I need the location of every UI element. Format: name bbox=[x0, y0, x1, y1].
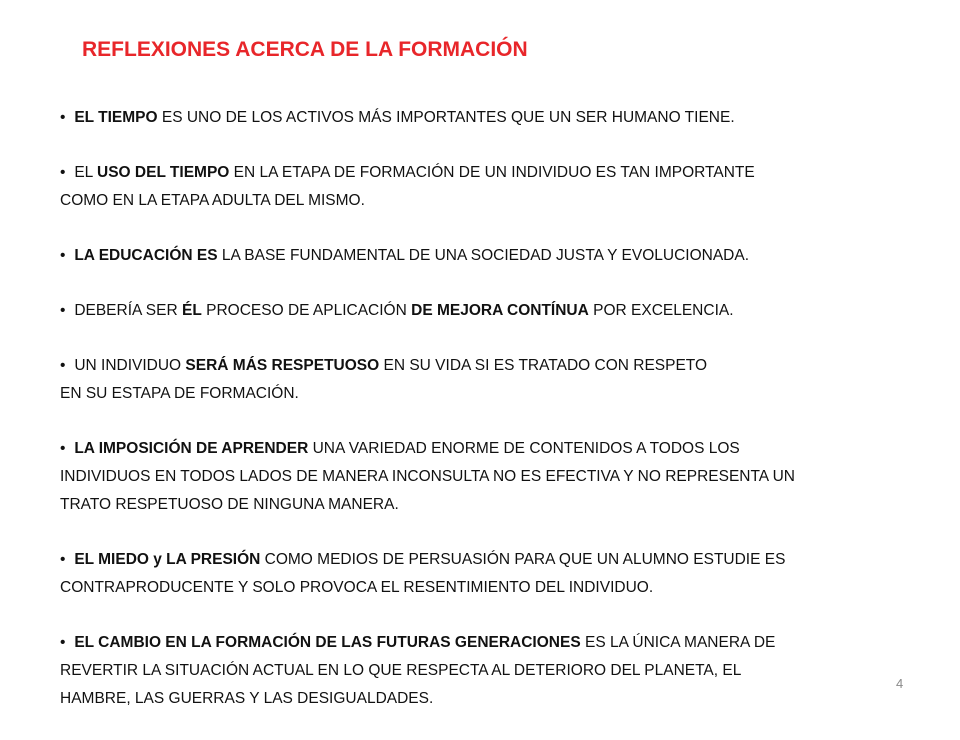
bullet-line bbox=[60, 242, 920, 270]
text: EN SU VIDA SI ES TRATADO CON RESPETO bbox=[379, 357, 708, 374]
bold-text: SERÁ MÁS RESPETUOSO bbox=[185, 357, 380, 374]
text: PROCESO DE APLICACIÓN bbox=[201, 302, 412, 319]
bullet-line bbox=[60, 297, 920, 325]
text: UNA VARIEDAD ENORME DE CONTENIDOS A TODOS LOS bbox=[308, 440, 740, 457]
bullet-dot-icon: • bbox=[60, 302, 66, 319]
bullet-dot-icon: • bbox=[60, 109, 66, 126]
text: TRATO RESPETUOSO DE NINGUNA MANERA. bbox=[60, 496, 399, 513]
text: INDIVIDUOS EN TODOS LADOS DE MANERA INCONSULTA NO ES EFECTIVA Y NO REPRESENTA UN bbox=[60, 468, 795, 485]
slide-title: REFLEXIONES ACERCA DE LA FORMACIÓN bbox=[82, 38, 528, 61]
bold-text: EL MIEDO y LA PRESIÓN bbox=[74, 551, 261, 568]
bold-text: DE MEJORA CONTÍNUA bbox=[411, 302, 589, 319]
bullet-line bbox=[60, 657, 920, 685]
text: COMO MEDIOS DE PERSUASIÓN PARA QUE UN ALUMNO ESTUDIE ES bbox=[260, 551, 786, 568]
text: EL bbox=[74, 164, 98, 181]
bullet-dot-icon: • bbox=[60, 357, 66, 374]
bullet-line bbox=[60, 352, 920, 380]
bullet-line bbox=[60, 104, 920, 132]
bullet-item bbox=[60, 435, 920, 519]
bullet-item bbox=[60, 546, 920, 602]
bullet-line bbox=[60, 463, 920, 491]
bullet-item bbox=[60, 242, 920, 270]
bold-text: LA IMPOSICIÓN DE APRENDER bbox=[74, 440, 309, 457]
text: COMO EN LA ETAPA ADULTA DEL MISMO. bbox=[60, 192, 365, 209]
bullet-item bbox=[60, 297, 920, 325]
bullet-line bbox=[60, 546, 920, 574]
text: DEBERÍA SER bbox=[74, 302, 182, 319]
text: EN SU ESTAPA DE FORMACIÓN. bbox=[60, 385, 299, 402]
bold-text: USO DEL TIEMPO bbox=[97, 164, 230, 181]
text: UN INDIVIDUO bbox=[74, 357, 186, 374]
bullet-dot-icon: • bbox=[60, 247, 66, 264]
bullet-list bbox=[60, 104, 920, 740]
text: REVERTIR LA SITUACIÓN ACTUAL EN LO QUE RESPECTA AL DETERIORO DEL PLANETA, EL bbox=[60, 662, 742, 679]
page-number: 4 bbox=[896, 676, 904, 691]
bullet-item bbox=[60, 159, 920, 215]
bullet-line bbox=[60, 159, 920, 187]
bullet-dot-icon: • bbox=[60, 551, 66, 568]
bold-text: EL CAMBIO EN LA FORMACIÓN DE LAS FUTURAS GENERACIONES bbox=[74, 634, 581, 651]
bullet-line bbox=[60, 629, 920, 657]
bullet-item bbox=[60, 352, 920, 408]
text: ES UNO DE LOS ACTIVOS MÁS IMPORTANTES QUE UN SER HUMANO TIENE. bbox=[157, 109, 735, 126]
text: EN LA ETAPA DE FORMACIÓN DE UN INDIVIDUO ES TAN IMPORTANTE bbox=[229, 164, 755, 181]
bullet-item bbox=[60, 104, 920, 132]
bold-text: LA EDUCACIÓN ES bbox=[74, 247, 218, 264]
bullet-dot-icon: • bbox=[60, 440, 66, 457]
bullet-line bbox=[60, 685, 920, 713]
bullet-item bbox=[60, 629, 920, 713]
bold-text: ÉL bbox=[182, 302, 202, 319]
bullet-line bbox=[60, 574, 920, 602]
bullet-line bbox=[60, 187, 920, 215]
bullet-line bbox=[60, 435, 920, 463]
text: HAMBRE, LAS GUERRAS Y LAS DESIGUALDADES. bbox=[60, 690, 434, 707]
text: ES LA ÚNICA MANERA DE bbox=[580, 634, 776, 651]
bullet-line bbox=[60, 380, 920, 408]
bullet-line bbox=[60, 491, 920, 519]
bullet-dot-icon: • bbox=[60, 164, 66, 181]
bullet-dot-icon: • bbox=[60, 634, 66, 651]
text: POR EXCELENCIA. bbox=[588, 302, 734, 319]
text: LA BASE FUNDAMENTAL DE UNA SOCIEDAD JUSTA Y EVOLUCIONADA. bbox=[217, 247, 750, 264]
bold-text: EL TIEMPO bbox=[74, 109, 158, 126]
text: CONTRAPRODUCENTE Y SOLO PROVOCA EL RESENTIMIENTO DEL INDIVIDUO. bbox=[60, 579, 654, 596]
